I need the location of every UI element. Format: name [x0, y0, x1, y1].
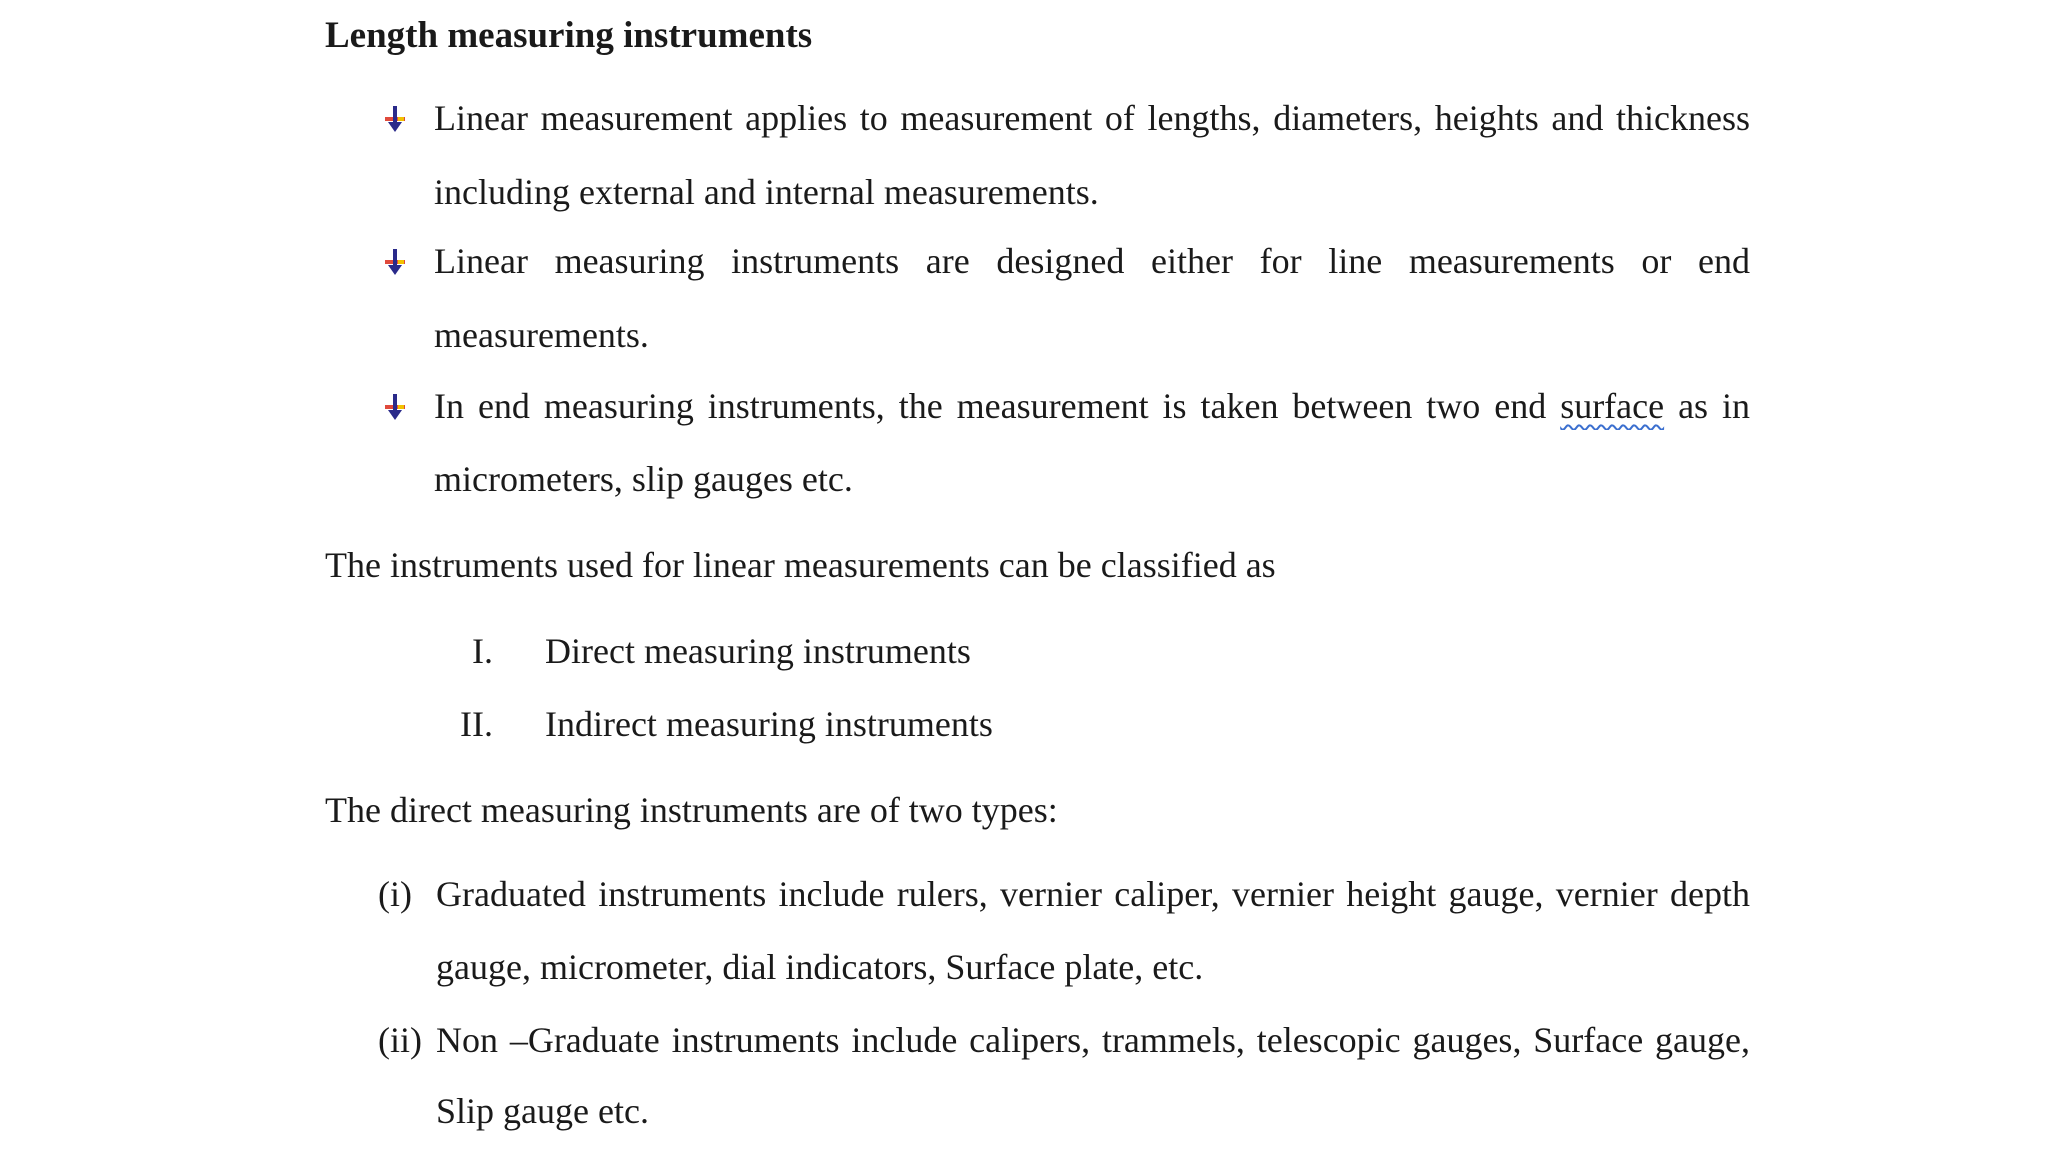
roman-item-2: Indirect measuring instruments: [545, 704, 993, 744]
down-arrow-bullet-icon: [380, 247, 410, 277]
bullet-2-line-2: measurements.: [434, 315, 649, 355]
bullet-2-line-1: Linear measuring instruments are designed either for line measurements or end: [434, 241, 1750, 281]
section-heading: Length measuring instruments: [325, 15, 813, 56]
bullet-3-text-end: as in: [1678, 386, 1750, 426]
spellcheck-flagged-word[interactable]: surface: [1560, 386, 1665, 426]
roman-numeral-2: II.: [460, 704, 493, 744]
type-2-line-1: Non –Graduate instruments include calipers, trammels, telescopic gauges, Surface gauge,: [436, 1020, 1750, 1060]
bullet-1-line-2: including external and internal measurements.: [434, 172, 1099, 212]
bullet-3-line-2: micrometers, slip gauges etc.: [434, 459, 853, 499]
roman-numeral-1: I.: [472, 631, 493, 671]
type-2-line-2: Slip gauge etc.: [436, 1091, 649, 1131]
bullet-1-line-1: Linear measurement applies to measurement of lengths, diameters, heights and thickness: [434, 98, 1750, 138]
type-1-line-1: Graduated instruments include rulers, vernier caliper, vernier height gauge, vernier depth: [436, 874, 1750, 914]
bullet-3-text-start: In end measuring instruments, the measurement is taken between two end: [434, 386, 1547, 426]
type-1-line-2: gauge, micrometer, dial indicators, Surface plate, etc.: [436, 947, 1204, 987]
down-arrow-bullet-icon: [380, 104, 410, 134]
type-1-label: (i): [378, 874, 412, 914]
type-2-label: (ii): [378, 1020, 422, 1060]
direct-types-intro: The direct measuring instruments are of two types:: [325, 790, 1058, 830]
roman-item-1: Direct measuring instruments: [545, 631, 971, 671]
bullet-3-line-1: [434, 382, 1750, 430]
classification-intro: The instruments used for linear measurements can be classified as: [325, 545, 1276, 585]
down-arrow-bullet-icon: [380, 392, 410, 422]
